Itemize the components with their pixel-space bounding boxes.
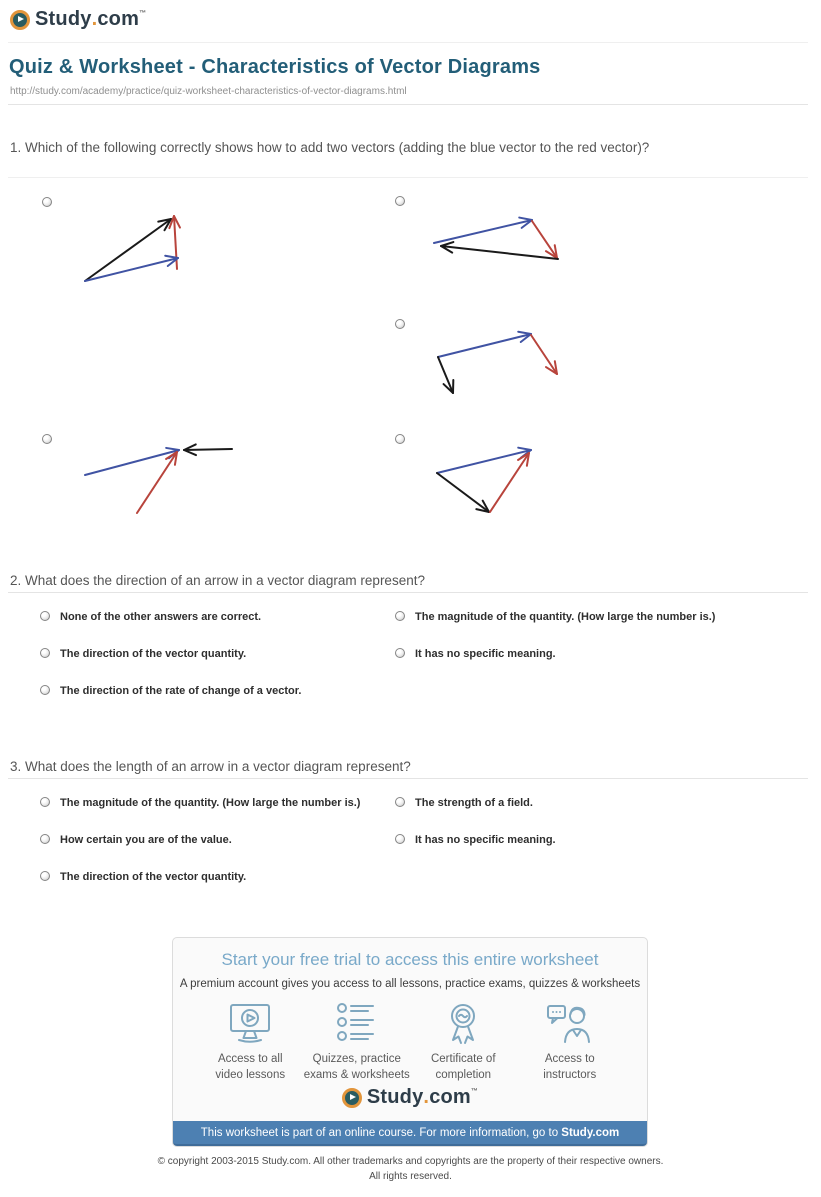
play-icon <box>342 1088 362 1108</box>
q2-option-3-label: The direction of the vector quantity. <box>60 647 247 660</box>
q3-option-2-radio[interactable] <box>395 797 405 807</box>
question-3-text: 3. What does the length of an arrow in a vector diagram represent? <box>10 759 411 774</box>
promo-logo-row <box>173 1086 647 1109</box>
banner-studycom-link[interactable]: Study.com <box>561 1127 620 1139</box>
q2-option-1-radio[interactable] <box>40 611 50 621</box>
logo-dot: . <box>423 1086 430 1108</box>
feature-certificate <box>410 1002 517 1083</box>
q1-option-d-radio[interactable] <box>42 434 52 444</box>
caption-line: Access to <box>544 1053 595 1065</box>
feature-caption <box>197 1051 304 1083</box>
caption-line: instructors <box>543 1069 597 1082</box>
feature-caption <box>410 1051 517 1083</box>
q2-option-1-label: None of the other answers are correct. <box>60 611 262 623</box>
feature-quizzes <box>304 1002 411 1083</box>
feature-caption <box>517 1051 624 1083</box>
q2-option-2[interactable] <box>395 610 785 625</box>
question-2-text: 2. What does the direction of an arrow in a vector diagram represent? <box>10 573 425 588</box>
q3-option-4[interactable] <box>395 833 785 848</box>
logo-text <box>367 1086 478 1109</box>
video-lessons-icon <box>226 1002 274 1046</box>
q1-option-c-radio[interactable] <box>395 319 405 329</box>
title-divider <box>8 104 808 105</box>
q3-option-1-radio[interactable] <box>40 797 50 807</box>
q2-option-2-radio[interactable] <box>395 611 405 621</box>
studycom-logo[interactable] <box>10 8 146 31</box>
q2-option-5-label: The direction of the rate of change of a vector. <box>60 684 302 697</box>
q3-option-2-label: The strength of a field. <box>415 797 533 809</box>
q3-option-5[interactable] <box>40 870 395 885</box>
q2-option-5-radio[interactable] <box>40 685 50 695</box>
q2-option-4-label: It has no specific meaning. <box>415 647 556 660</box>
quizzes-worksheets-icon <box>333 1002 381 1046</box>
logo-text-com: com <box>429 1086 471 1108</box>
q1-option-a-radio[interactable] <box>42 197 52 207</box>
copyright-notice <box>0 1154 821 1184</box>
promo-subheading: A premium account gives you access to all lessons, practice exams, quizzes & worksheets <box>179 978 641 990</box>
caption-line: Access to all <box>217 1053 283 1065</box>
copyright-line-2: All rights reserved. <box>369 1171 452 1182</box>
q3-option-3-label: How certain you are of the value. <box>60 833 232 846</box>
page-title: Quiz & Worksheet - Characteristics of Vector Diagrams <box>9 56 541 78</box>
question-1-divider <box>8 177 808 178</box>
instructors-icon <box>546 1002 594 1046</box>
q3-option-3[interactable] <box>40 833 395 848</box>
caption-line: video lessons <box>215 1069 286 1082</box>
play-icon <box>10 10 30 30</box>
question-3-divider <box>8 778 808 779</box>
promo-features <box>173 1002 647 1083</box>
feature-caption <box>304 1051 411 1083</box>
copyright-line-1: © copyright 2003-2015 Study.com. All other trademarks and copyrights are the property of their respective owners. <box>157 1156 664 1167</box>
promo-heading: Start your free trial to access this entire worksheet <box>221 950 599 969</box>
q3-option-5-label: The direction of the vector quantity. <box>60 870 247 883</box>
q2-option-5[interactable] <box>40 684 395 699</box>
feature-video-lessons <box>197 1002 304 1083</box>
logo-dot: . <box>91 8 98 30</box>
question-1-text: 1. Which of the following correctly shows how to add two vectors (adding the blue vector to the red vector)? <box>10 140 650 155</box>
caption-line: exams & worksheets <box>303 1069 410 1082</box>
q2-option-4-radio[interactable] <box>395 648 405 658</box>
question-2-options <box>40 610 785 699</box>
q3-option-5-radio[interactable] <box>40 871 50 881</box>
q3-option-3-radio[interactable] <box>40 834 50 844</box>
header-divider <box>8 42 808 43</box>
logo-text <box>35 8 146 31</box>
vector-diagrams-canvas <box>0 185 821 545</box>
q2-option-3-radio[interactable] <box>40 648 50 658</box>
feature-instructors <box>517 1002 624 1083</box>
page-url: http://study.com/academy/practice/quiz-worksheet-characteristics-of-vector-diagrams.html <box>10 86 407 97</box>
q1-option-e-radio[interactable] <box>395 434 405 444</box>
logo-text-study: Study <box>366 1086 424 1108</box>
caption-line: Quizzes, practice <box>312 1053 401 1065</box>
banner-text: This worksheet is part of an online course. For more information, go to <box>200 1127 562 1139</box>
q3-option-1-label: The magnitude of the quantity. (How large the number is.) <box>60 797 361 809</box>
question-3-options <box>40 796 785 885</box>
q3-option-1[interactable] <box>40 796 395 811</box>
q2-option-4[interactable] <box>395 647 785 662</box>
caption-line: Certificate of <box>430 1053 496 1065</box>
question-1-options <box>0 185 821 545</box>
logo-text-com: com <box>97 8 140 30</box>
caption-line: completion <box>435 1069 492 1082</box>
free-trial-promo-box <box>172 937 648 1147</box>
trademark-symbol: ™ <box>470 1088 479 1095</box>
question-2-divider <box>8 592 808 593</box>
q3-option-4-label: It has no specific meaning. <box>415 833 556 846</box>
q2-option-3[interactable] <box>40 647 395 662</box>
q2-option-2-label: The magnitude of the quantity. (How large the number is.) <box>415 611 716 623</box>
q2-option-1[interactable] <box>40 610 395 625</box>
promo-studycom-logo <box>342 1086 478 1109</box>
q3-option-2[interactable] <box>395 796 785 811</box>
course-banner <box>173 1121 647 1146</box>
q1-option-b-radio[interactable] <box>395 196 405 206</box>
logo-text-study: Study <box>35 8 92 30</box>
trademark-symbol: ™ <box>139 10 147 17</box>
certificate-icon <box>439 1002 487 1046</box>
q3-option-4-radio[interactable] <box>395 834 405 844</box>
